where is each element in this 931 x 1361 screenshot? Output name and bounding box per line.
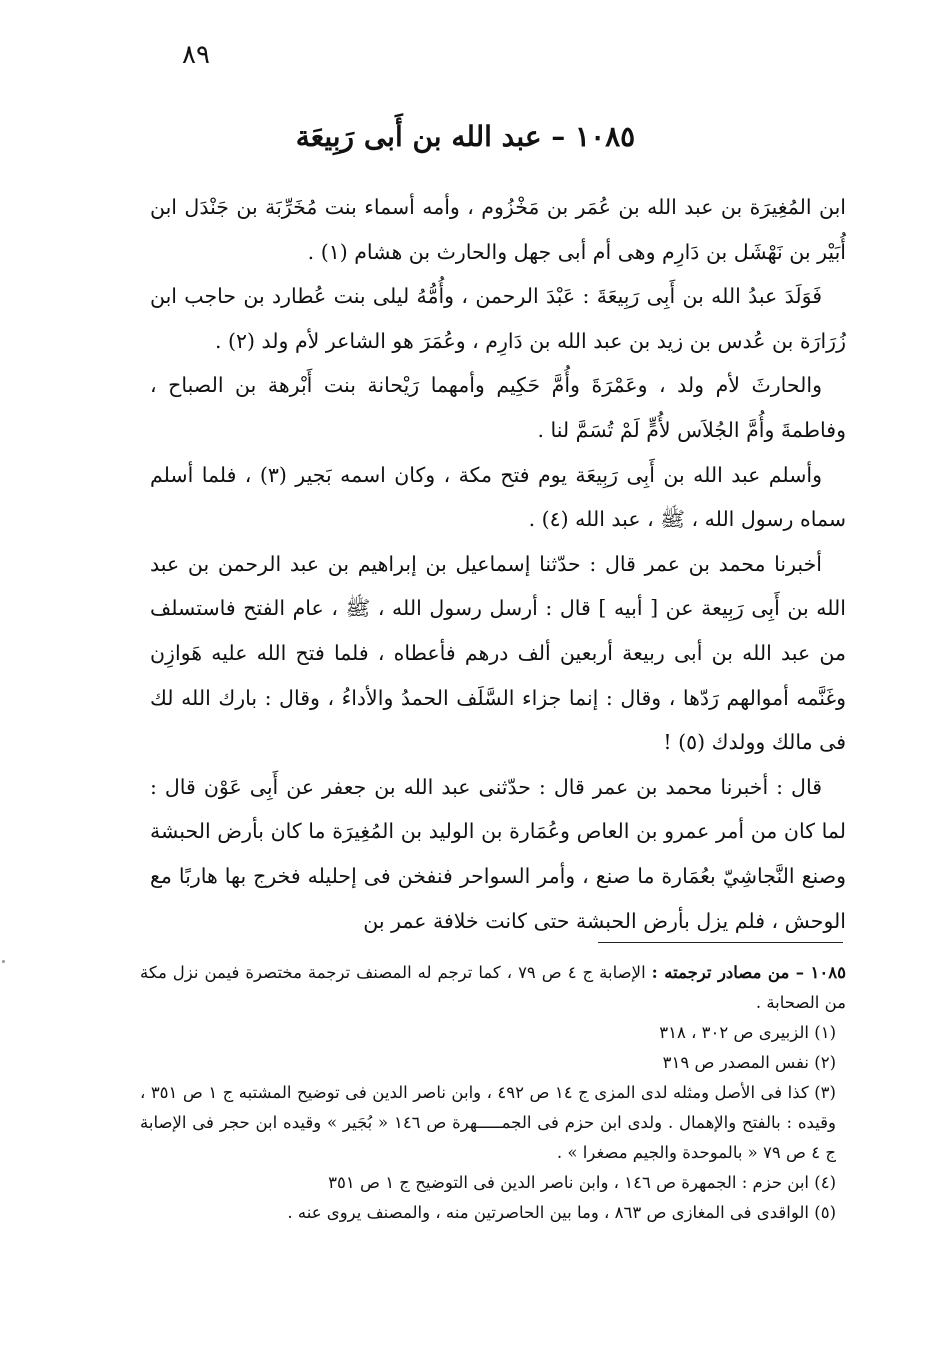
entry-title: ١٠٨٥ – عبد الله بن أَبى رَبِيعَة (295, 120, 636, 153)
footnote-source (140, 958, 846, 1018)
footnote-source-text: الإصابة ج ٤ ص ٧٩ ، كما ترجم له المصنف ترجمة مختصرة فيمن نزل مكة من الصحابة . (140, 963, 846, 1012)
footnote-2: (٢) نفس المصدر ص ٣١٩ (662, 1053, 836, 1072)
paragraph-6: قال : أخبرنا محمد بن عمر قال : حدّثنى عبد الله بن جعفر عن أَبِى عَوْن قال : لما كان من أمر عمرو بن العاص وعُمَارة بن الوليد بن المُغِيرَة ما كان بأرض الحبشة وصنع النَّجاشِيّ بعُمَارة ما صنع ، وأمر السواحر فنفخن فى إحليله فخرج بها هاربًا مع الوحش ، فلم يزل بأرض الحبشة حتى كانت خلافة عمر بن (150, 774, 846, 933)
main-text (150, 185, 846, 943)
paragraph-1: ابن المُغِيرَة بن عبد الله بن عُمَر بن مَخْزُوم ، وأمه أسماء بنت مُخَرِّبَة بن جَنْدَل ابن أُبَيْر بن نَهْشَل بن دَارِم وهى أم أبى جهل والحارث بن هشام (١) . (150, 195, 846, 264)
paragraph-4: وأسلم عبد الله بن أَبِى رَبِيعَة يوم فتح مكة ، وكان اسمه بَجير (٣) ، فلما أسلم سماه رسول الله ، ﷺ ، عبد الله (٤) . (150, 462, 846, 532)
footnote-divider (598, 942, 843, 943)
paragraph-2: فَوَلَدَ عبدُ الله بن أَبِى رَبِيعَةَ : عَبْدَ الرحمن ، وأُمُّهُ ليلى بنت عُطارد بن حاجب ابن زُرَارَة بن عُدس بن زيد بن عبد الله بن دَارِم ، وعُمَرَ هو الشاعر لأم ولد (٢) . (150, 284, 846, 353)
page-number: ٨٩ (182, 40, 210, 70)
footnote-1: (١) الزبيرى ص ٣٠٢ ، ٣١٨ (659, 1023, 836, 1042)
scan-speck (2, 960, 5, 963)
paragraph-5: أخبرنا محمد بن عمر قال : حدّثنا إسماعيل بن إبراهيم بن عبد الرحمن بن عبد الله بن أَبِى رَبِيعة عن [ أبيه ] قال : أرسل رسول الله ، ﷺ ، عام الفتح فاستسلف من عبد الله بن أبى ربيعة أربعين ألف درهم فأعطاه ، فلما فتح الله عليه هَوازِن وغَنَّمه أموالهم رَدّها ، وقال : إنما جزاء السَّلَف الحمدُ والأداءُ ، وقال : بارك الله لك فى مالك وولدك (٥) ! (150, 551, 846, 755)
footnotes (140, 958, 846, 1228)
paragraph-3: والحارثَ لأم ولد ، وعَمْرَةَ وأُمَّ حَكِيم وأمهما رَيْحانة بنت أَبْرهة بن الصباح ، وفاطمةَ وأُمَّ الجُلاَس لأُمٍّ لَمْ تُسَمَّ لنا . (150, 373, 846, 442)
footnote-source-label: ١٠٨٥ – من مصادر ترجمته : (651, 963, 846, 982)
footnote-4: (٤) ابن حزم : الجمهرة ص ١٤٦ ، وابن ناصر الدين فى التوضيح ج ١ ص ٣٥١ (328, 1173, 836, 1192)
footnote-3: (٣) كذا فى الأصل ومثله لدى المزى ج ١٤ ص ٤٩٢ ، وابن ناصر الدين فى توضيح المشتبه ج ١ ص ٣٥١ ، وقيده : بالفتح والإهمال . ولدى ابن حزم فى الجمـــــهرة ص ١٤٦ « بُجَير » وقيده ابن حجر فى الإصابة ج ٤ ص ٧٩ « بالموحدة والجيم مصغرا » . (140, 1083, 836, 1162)
footnote-5: (٥) الواقدى فى المغازى ص ٨٦٣ ، وما بين الحاصرتين منه ، والمصنف يروى عنه . (287, 1203, 836, 1222)
